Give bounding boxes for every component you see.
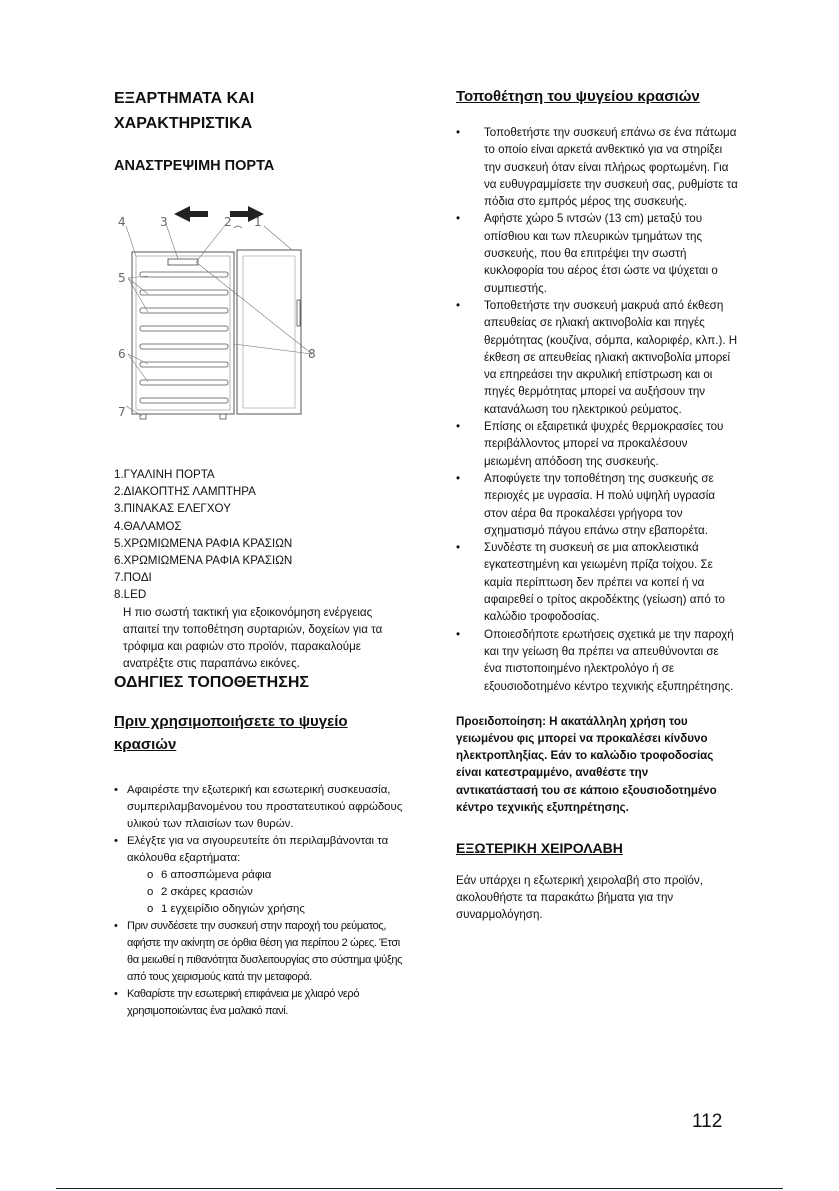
leader-lines (126, 224, 312, 416)
before-use-heading: Πριν χρησιμοποιήσετε το ψυγείο κρασιών (114, 713, 348, 754)
wine-shelf (140, 290, 228, 295)
accessory-item: o 2 σκάρες κρασιών (147, 884, 414, 901)
right-column (456, 86, 738, 924)
wine-shelf (140, 308, 228, 313)
left-arrow-icon (174, 206, 208, 222)
accessory-item: o 1 εγχειρίδιο οδηγιών χρήσης (147, 901, 414, 918)
before-use-list (114, 782, 414, 1020)
wine-shelf (140, 344, 228, 349)
external-handle-text: Εάν υπάρχει η εξωτερική χειρολαβή στο προϊόν, ακολουθήστε τα παρακάτω βήματα για την συναρμολόγηση. (456, 874, 703, 922)
callout-6: 6 (118, 347, 126, 361)
section-title-line2: ΧΑΡΑΚΤΗΡΙΣΤΙΚΑ (114, 115, 253, 132)
section-title-line1: ΕΞΑΡΤΗΜΑΤΑ ΚΑΙ (114, 90, 255, 107)
wine-shelf (140, 362, 228, 367)
part-item: 2.ΔΙΑΚΟΠΤΗΣ ΛΑΜΠΤΗΡΑ (114, 485, 256, 499)
parts-list (114, 466, 414, 604)
list-item: • Οποιεσδήποτε ερωτήσεις σχετικά με την παροχή και την γείωση θα πρέπει να απευθύνονται σε ένα πιστοποιημένο ηλεκτρολόγο ή σε εξουσιοδοτημένο κέντρο τεχνικής εξυπηρέτησης. (456, 626, 738, 695)
bottom-rule (56, 1188, 783, 1189)
foot-left (140, 414, 146, 419)
list-item (114, 833, 414, 918)
accessory-item: o 6 αποσπώμενα ράφια (147, 867, 414, 884)
wine-shelf (140, 326, 228, 331)
installation-heading: ΟΔΗΓΙΕΣ ΤΟΠΟΘΕΤΗΣΗΣ (114, 674, 309, 692)
external-handle-section (456, 838, 738, 924)
left-column (114, 86, 414, 1020)
list-item: • Αποφύγετε την τοποθέτηση της συσκευής σε περιοχές με υγρασία. Η πολύ υψηλή υγρασία στον αέρα θα προκαλέσει γρήγορα τον σχηματισμό πάγου επάνω στην εβαπορέτα. (456, 470, 738, 539)
part-item: 5.ΧΡΩΜΙΩΜΕΝΑ ΡΑΦΙΑ ΚΡΑΣΙΩΝ (114, 536, 293, 550)
foot-right (220, 414, 226, 419)
part-item: 6.ΧΡΩΜΙΩΜΕΝΑ ΡΑΦΙΑ ΚΡΑΣΙΩΝ (114, 554, 293, 568)
list-item: • Πριν συνδέσετε την συσκευή στην παροχή του ρεύματος, αφήστε την ακίνητη σε όρθια θέση για περίπου 2 ώρες. Έτσι θα μειωθεί η πιθανότητα δυσλειτουργίας στο σύστημα ψύξης από τους χειρισμούς κατά την μεταφορά. (114, 918, 414, 986)
list-item: • Αφαιρέστε την εξωτερική και εσωτερική συσκευασία, συμπεριλαμβανομένου του προστατευτικού αφρώδους υλικού των πλαισίων των θυρών. (114, 782, 414, 833)
list-item: • Καθαρίστε την εσωτερική επιφάνεια με χλιαρό νερό χρησιμοποιώντας ένα μαλακό πανί. (114, 986, 414, 1020)
warning-text: Προειδοποίηση: Η ακατάλληλη χρήση του γειωμένου φις μπορεί να προκαλέσει κίνδυνο ηλεκτροπληξίας. Εάν το καλώδιο τροφοδοσίας είναι κατεστραμμένο, αναθέστε την αντικατάστασή του σε κάποιο εξουσιοδοτημένο κέντρο τεχνικής εξυπηρέτησης. (456, 714, 717, 814)
wine-cooler-diagram (116, 204, 326, 444)
wine-shelf (140, 380, 228, 385)
list-item: • Τοποθετήστε την συσκευή μακρυά από έκθεση απευθείας σε ηλιακή ακτινοβολία και πηγές θερμότητας (κουζίνα, σόμπα, καλοριφέρ, κλπ.). Η έκθεση σε απευθείας ηλιακή ακτινοβολία μπορεί να επηρεάσει την ακρυλική επίστρωση και οι πηγές θερμότητας μπορεί να αυξήσουν την κατανάλωση του ηλεκτρικού ρεύματος. (456, 297, 738, 418)
list-item-text: Ελέγξτε για να σιγουρευτείτε ότι περιλαμβάνονται τα ακόλουθα εξαρτήματα: (127, 835, 389, 865)
wine-shelf (140, 272, 228, 277)
shelves-group (140, 272, 228, 403)
energy-saving-note: Η πιο σωστή τακτική για εξοικονόμηση ενέργειας απαιτεί την τοποθέτηση συρταριών, δοχείων για τα τρόφιμα και ραφιών στο προϊόν, παρακαλούμε ανατρέξτε στις παραπάνω εικόνες. (123, 605, 383, 671)
diagram-svg (116, 204, 326, 444)
callout-3: 3 (160, 215, 168, 229)
glass-door (237, 250, 301, 414)
callout-8: 8 (308, 347, 316, 361)
part-item: 8.LED (114, 588, 147, 602)
page-number: 112 (692, 1111, 723, 1132)
cabinet-inner (136, 256, 230, 410)
door-handle (297, 300, 300, 326)
list-item: • Συνδέστε τη συσκευή σε μια αποκλειστικά εγκατεστημένη και γειωμένη πρίζα τοίχου. Σε καμία περίπτωση δεν πρέπει να κοπεί ή να αφαιρεθεί ο τρίτος ακροδέκτης (γείωση) από το καλώδιο τροφοδοσίας. (456, 539, 738, 625)
callout-7: 7 (118, 405, 126, 419)
section-title (114, 86, 414, 136)
glass-pane (243, 256, 295, 408)
hinge-mark-icon (234, 226, 242, 228)
wine-shelf (140, 398, 228, 403)
external-handle-heading: ΕΞΩΤΕΡΙΚΗ ΧΕΙΡΟΛΑΒΗ (456, 840, 623, 857)
part-item: 3.ΠΙΝΑΚΑΣ ΕΛΕΓΧΟΥ (114, 502, 231, 516)
control-panel (168, 259, 198, 265)
part-item: 4.ΘΑΛΑΜΟΣ (114, 519, 182, 533)
accessories-list (127, 867, 414, 918)
callout-1: 1 (254, 215, 262, 229)
part-item: 7.ΠΟΔΙ (114, 571, 152, 585)
callout-4: 4 (118, 215, 126, 229)
placement-heading: Τοποθέτηση του ψυγείου κρασιών (456, 88, 700, 105)
list-item: • Αφήστε χώρο 5 ιντσών (13 cm) μεταξύ του οπίσθιου και των πλευρικών τμημάτων της συσκευής, που θα επιτρέψει την σωστή κυκλοφορία του αέρος έτσι ώστε να ψύχεται ο συμπιεστής. (456, 210, 738, 296)
placement-list (456, 124, 738, 695)
list-item: • Επίσης οι εξαιρετικά ψυχρές θερμοκρασίες του περιβάλλοντος μπορεί να προκαλέσουν μειωμένη απόδοση της συσκευής. (456, 418, 738, 470)
part-item: 1.ΓΥΑΛΙΝΗ ΠΟΡΤΑ (114, 468, 215, 481)
callout-5: 5 (118, 271, 126, 285)
callout-numbers (118, 215, 316, 419)
reversible-door-heading: ΑΝΑΣΤΡΕΨΙΜΗ ΠΟΡΤΑ (114, 158, 275, 174)
callout-2: 2 (224, 215, 232, 229)
list-item: • Τοποθετήστε την συσκευή επάνω σε ένα πάτωμα το οποίο είναι αρκετά ανθεκτικό για να στηρίξει την συσκευή όταν είναι πλήρως φορτωμένη. Για να ευθυγραμμίσετε την συσκευή σας, ρυθμίστε τα πόδια στο εμπρός μέρος της συσκευής. (456, 124, 738, 210)
